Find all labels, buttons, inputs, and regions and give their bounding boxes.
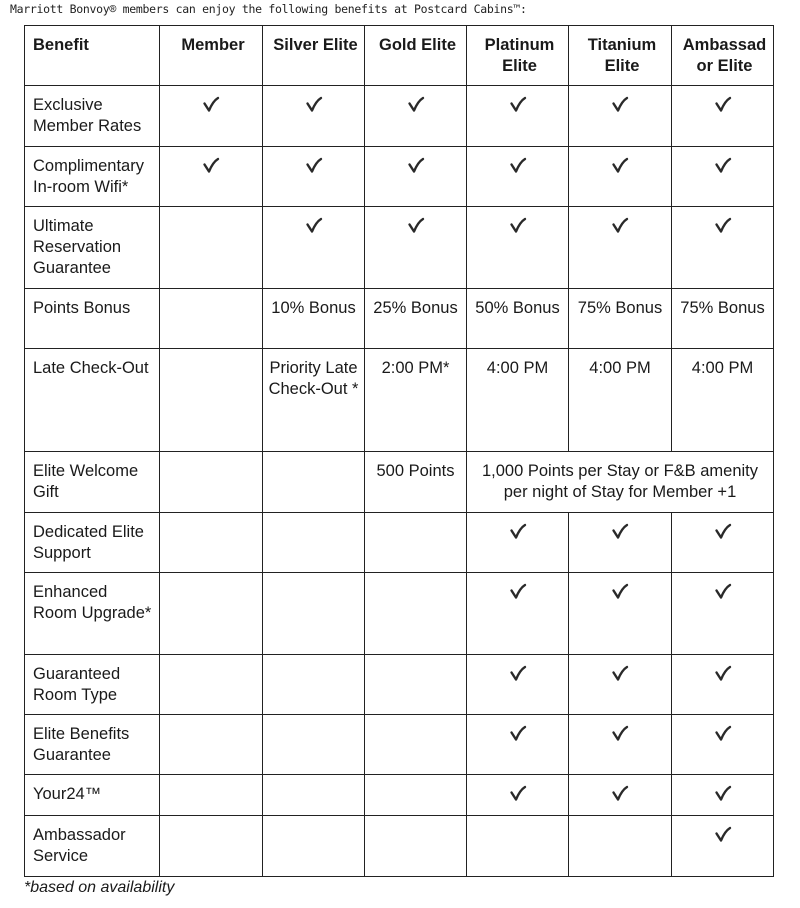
checkmark-icon bbox=[509, 156, 527, 176]
cell-platinum-elite bbox=[467, 775, 569, 816]
benefit-name: Points Bonus bbox=[25, 289, 160, 349]
cell-titanium-elite bbox=[569, 816, 672, 877]
checkmark-icon bbox=[611, 582, 629, 602]
checkmark-icon bbox=[202, 156, 220, 176]
cell-platinum-elite bbox=[467, 147, 569, 207]
checkmark-icon bbox=[611, 724, 629, 744]
checkmark-icon bbox=[611, 522, 629, 542]
checkmark-icon bbox=[714, 724, 732, 744]
cell-silver-elite bbox=[263, 573, 365, 655]
cell-member bbox=[160, 715, 263, 775]
cell-titanium-elite bbox=[569, 573, 672, 655]
header-member: Member bbox=[160, 26, 263, 86]
cell-titanium-elite bbox=[569, 715, 672, 775]
benefits-table bbox=[24, 25, 774, 877]
cell-gold-elite bbox=[365, 775, 467, 816]
checkmark-icon bbox=[714, 582, 732, 602]
checkmark-icon bbox=[714, 825, 732, 845]
cell-member bbox=[160, 513, 263, 573]
benefit-name: Elite Welcome Gift bbox=[25, 452, 160, 513]
cell-silver-elite bbox=[263, 513, 365, 573]
footnote: *based on availability bbox=[24, 879, 175, 896]
cell-gold-elite bbox=[365, 715, 467, 775]
cell-titanium-elite bbox=[569, 655, 672, 715]
table-row bbox=[25, 775, 774, 816]
cell-member bbox=[160, 452, 263, 513]
benefit-name: Elite Benefits Guarantee bbox=[25, 715, 160, 775]
cell-member bbox=[160, 289, 263, 349]
benefit-name: Exclusive Member Rates bbox=[25, 86, 160, 147]
cell-platinum-elite: 50% Bonus bbox=[467, 289, 569, 349]
cell-platinum-elite bbox=[467, 715, 569, 775]
cell-silver-elite bbox=[263, 655, 365, 715]
cell-ambassador-elite bbox=[672, 207, 774, 289]
header-silver-elite: Silver Elite bbox=[263, 26, 365, 86]
table-row bbox=[25, 715, 774, 775]
cell-member bbox=[160, 349, 263, 452]
cell-ambassador-elite bbox=[672, 775, 774, 816]
cell-silver-elite bbox=[263, 452, 365, 513]
cell-silver-elite bbox=[263, 207, 365, 289]
header-row bbox=[25, 26, 774, 86]
cell-ambassador-elite bbox=[672, 573, 774, 655]
checkmark-icon bbox=[611, 156, 629, 176]
checkmark-icon bbox=[611, 664, 629, 684]
cell-member bbox=[160, 655, 263, 715]
cell-platinum-elite bbox=[467, 816, 569, 877]
cell-silver-elite bbox=[263, 715, 365, 775]
table-row bbox=[25, 86, 774, 147]
benefit-name: Ultimate Reservation Guarantee bbox=[25, 207, 160, 289]
cell-titanium-elite: 75% Bonus bbox=[569, 289, 672, 349]
table-row bbox=[25, 573, 774, 655]
cell-platinum-elite: 4:00 PM bbox=[467, 349, 569, 452]
checkmark-icon bbox=[509, 724, 527, 744]
table-row bbox=[25, 452, 774, 513]
benefit-name: Enhanced Room Upgrade* bbox=[25, 573, 160, 655]
cell-member bbox=[160, 573, 263, 655]
checkmark-icon bbox=[509, 582, 527, 602]
cell-gold-elite bbox=[365, 147, 467, 207]
checkmark-icon bbox=[202, 95, 220, 115]
cell-platinum-elite bbox=[467, 573, 569, 655]
spanning-cell: 1,000 Points per Stay or F&B amenity per night of Stay for Member +1 bbox=[467, 452, 774, 513]
benefit-name: Ambassador Service bbox=[25, 816, 160, 877]
cell-ambassador-elite: 75% Bonus bbox=[672, 289, 774, 349]
cell-platinum-elite bbox=[467, 513, 569, 573]
cell-ambassador-elite bbox=[672, 655, 774, 715]
checkmark-icon bbox=[509, 95, 527, 115]
cell-ambassador-elite bbox=[672, 715, 774, 775]
benefit-name: Guaranteed Room Type bbox=[25, 655, 160, 715]
header-gold-elite: Gold Elite bbox=[365, 26, 467, 86]
checkmark-icon bbox=[714, 784, 732, 804]
cell-gold-elite bbox=[365, 207, 467, 289]
cell-gold-elite bbox=[365, 816, 467, 877]
header-benefit: Benefit bbox=[25, 26, 160, 86]
cell-silver-elite bbox=[263, 816, 365, 877]
checkmark-icon bbox=[714, 664, 732, 684]
benefit-name: Complimentary In-room Wifi* bbox=[25, 147, 160, 207]
table-row bbox=[25, 289, 774, 349]
cell-member bbox=[160, 775, 263, 816]
cell-silver-elite: Priority Late Check-Out * bbox=[263, 349, 365, 452]
checkmark-icon bbox=[509, 216, 527, 236]
cell-gold-elite bbox=[365, 513, 467, 573]
cell-titanium-elite bbox=[569, 207, 672, 289]
cell-titanium-elite bbox=[569, 86, 672, 147]
cell-platinum-elite bbox=[467, 86, 569, 147]
checkmark-icon bbox=[714, 522, 732, 542]
benefit-name: Your24™ bbox=[25, 775, 160, 816]
checkmark-icon bbox=[407, 95, 425, 115]
checkmark-icon bbox=[305, 156, 323, 176]
intro-text: Marriott Bonvoy® members can enjoy the following benefits at Postcard Cabins™: bbox=[10, 2, 527, 16]
benefit-name: Dedicated Elite Support bbox=[25, 513, 160, 573]
table-row bbox=[25, 513, 774, 573]
cell-titanium-elite bbox=[569, 775, 672, 816]
table-body bbox=[25, 86, 774, 877]
benefit-name: Late Check-Out bbox=[25, 349, 160, 452]
table-row bbox=[25, 655, 774, 715]
cell-gold-elite: 25% Bonus bbox=[365, 289, 467, 349]
checkmark-icon bbox=[611, 784, 629, 804]
cell-gold-elite: 500 Points bbox=[365, 452, 467, 513]
checkmark-icon bbox=[509, 664, 527, 684]
cell-silver-elite bbox=[263, 86, 365, 147]
cell-titanium-elite bbox=[569, 513, 672, 573]
table-row bbox=[25, 147, 774, 207]
cell-member bbox=[160, 147, 263, 207]
cell-ambassador-elite: 4:00 PM bbox=[672, 349, 774, 452]
cell-ambassador-elite bbox=[672, 86, 774, 147]
checkmark-icon bbox=[509, 784, 527, 804]
cell-gold-elite bbox=[365, 573, 467, 655]
checkmark-icon bbox=[611, 95, 629, 115]
cell-titanium-elite: 4:00 PM bbox=[569, 349, 672, 452]
cell-gold-elite bbox=[365, 86, 467, 147]
checkmark-icon bbox=[714, 95, 732, 115]
cell-silver-elite bbox=[263, 147, 365, 207]
header-ambassador-elite: Ambassad or Elite bbox=[672, 26, 774, 86]
cell-platinum-elite bbox=[467, 207, 569, 289]
cell-member bbox=[160, 86, 263, 147]
checkmark-icon bbox=[714, 216, 732, 236]
cell-ambassador-elite bbox=[672, 513, 774, 573]
checkmark-icon bbox=[509, 522, 527, 542]
cell-platinum-elite bbox=[467, 655, 569, 715]
header-platinum-elite: Platinum Elite bbox=[467, 26, 569, 86]
cell-silver-elite: 10% Bonus bbox=[263, 289, 365, 349]
table-row bbox=[25, 816, 774, 877]
checkmark-icon bbox=[407, 156, 425, 176]
cell-titanium-elite bbox=[569, 147, 672, 207]
header-titanium-elite: Titanium Elite bbox=[569, 26, 672, 86]
cell-member bbox=[160, 207, 263, 289]
cell-ambassador-elite bbox=[672, 816, 774, 877]
checkmark-icon bbox=[305, 95, 323, 115]
cell-member bbox=[160, 816, 263, 877]
cell-silver-elite bbox=[263, 775, 365, 816]
table-row bbox=[25, 349, 774, 452]
cell-gold-elite bbox=[365, 655, 467, 715]
table-row bbox=[25, 207, 774, 289]
checkmark-icon bbox=[305, 216, 323, 236]
checkmark-icon bbox=[407, 216, 425, 236]
checkmark-icon bbox=[714, 156, 732, 176]
cell-ambassador-elite bbox=[672, 147, 774, 207]
checkmark-icon bbox=[611, 216, 629, 236]
cell-gold-elite: 2:00 PM* bbox=[365, 349, 467, 452]
